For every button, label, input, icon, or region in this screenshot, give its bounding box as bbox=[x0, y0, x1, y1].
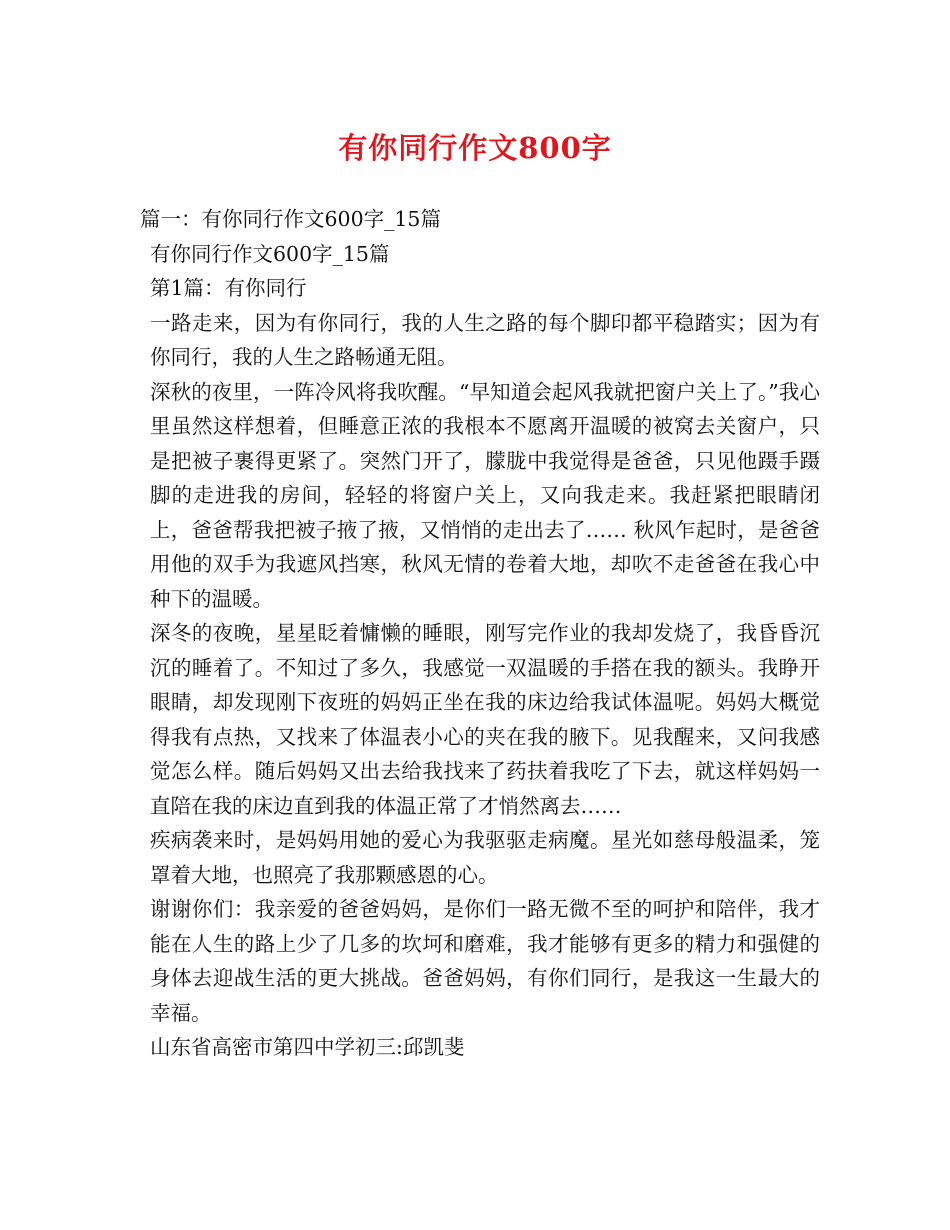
section-heading: 篇一：有你同行作文600字_15篇 bbox=[140, 207, 441, 231]
subsection-heading: 有你同行作文600字_15篇 bbox=[150, 241, 390, 266]
chapter-heading: 第1篇：有你同行 bbox=[150, 276, 307, 300]
document-title: 有你同行作文800字 bbox=[338, 131, 612, 165]
body-paragraph: 一路走来，因为有你同行，我的人生之路的每个脚印都平稳踏实；因为有你同行，我的人生之路畅通无阻。 bbox=[150, 310, 820, 369]
body-paragraph: 谢谢你们：我亲爱的爸爸妈妈，是你们一路无微不至的呵护和陪伴，我才能在人生的路上少了几多的坎坷和磨难，我才能够有更多的精力和强健的身体去迎战生活的更大挑战。爸爸妈妈，有你们同行，是我这一生最大的幸福。 bbox=[150, 897, 820, 1025]
body-paragraph: 疾病袭来时，是妈妈用她的爱心为我驱驱走病魔。星光如慈母般温柔，笼罩着大地，也照亮了我那颗感恩的心。 bbox=[150, 828, 820, 887]
author-line: 山东省高密市第四中学初三:邱凯斐 bbox=[150, 1035, 465, 1059]
body-paragraph: 深冬的夜晚，星星眨着慵懒的睡眼，刚写完作业的我却发烧了，我昏昏沉沉的睡着了。不知过了多久，我感觉一双温暖的手搭在我的额头。我睁开眼睛，却发现刚下夜班的妈妈正坐在我的床边给我试体温呢。妈妈大概觉得我有点热，又找来了体温表小心的夹在我的腋下。见我醒来，又问我感觉怎么样。随后妈妈又出去给我找来了药扶着我吃了下去，就这样妈妈一直陪在我的床边直到我的体温正常了才悄然离去…… bbox=[150, 621, 820, 818]
body-paragraph: 深秋的夜里，一阵冷风将我吹醒。“早知道会起风我就把窗户关上了。”我心里虽然这样想着，但睡意正浓的我根本不愿离开温暖的被窝去关窗户，只是把被子裹得更紧了。突然门开了，朦胧中我觉得是爸爸，只见他蹑手蹑脚的走进我的房间，轻轻的将窗户关上，又向我走来。我赶紧把眼睛闭上，爸爸帮我把被子掖了掖，又悄悄的走出去了…… 秋风乍起时，是爸爸用他的双手为我遮风挡寒，秋风无情的卷着大地，却吹不走爸爸在我心中种下的温暖。 bbox=[150, 379, 820, 611]
document-body bbox=[140, 202, 820, 1065]
